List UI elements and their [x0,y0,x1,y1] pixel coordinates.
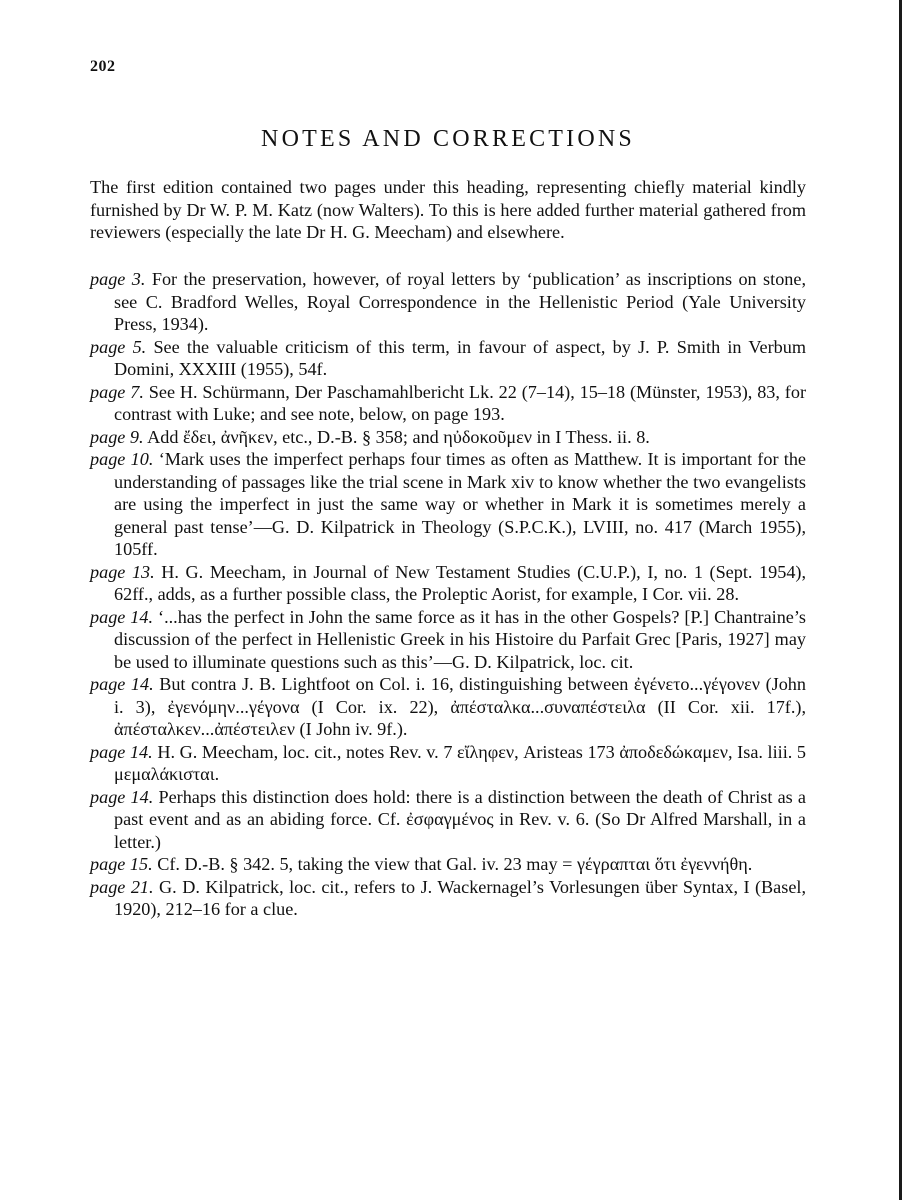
page-edge-rule [899,0,902,1200]
note-page-ref: page 14. [90,741,153,762]
note-page-ref: page 15. [90,854,153,874]
note-page-ref: page 9. [90,426,144,447]
note-text: See H. Schürmann, Der Paschamahlbericht Lk. 22 (7–14), 15–18 (Münster, 1953), 83, for contrast with Luke; and see note, below, on page 193. [114,381,807,424]
note-item [90,268,806,336]
note-item [90,741,806,786]
note-text: H. G. Meecham, loc. cit., notes Rev. v. 7 εἴληφεν, Aristeas 173 ἀποδεδώκαμεν, Isa. liii. 5 μεμαλάκισται. [114,741,807,784]
note-text: Perhaps this distinction does hold: there is a distinction between the death of Christ as a past event and as an abiding force. Cf. ἐσφαγμένος in Rev. v. 6. (So Dr Alfred Marshall, in a letter.) [114,786,806,852]
note-item [90,561,806,606]
note-page-ref: page 14. [90,786,154,807]
notes-list [90,268,806,921]
note-page-ref: page 14. [90,606,154,627]
note-page-ref: page 10. [90,449,154,469]
note-text: See the valuable criticism of this term, in favour of aspect, by J. P. Smith in Verbum Domini, XXXIII (1955), 54f. [114,336,806,379]
note-text: Cf. D.-B. § 342. 5, taking the view that Gal. iv. 23 may = γέγραπται ὅτι ἐγεννήθη. [157,854,753,874]
note-page-ref: page 3. [90,269,146,289]
note-page-ref: page 5. [90,336,147,357]
note-page-ref: page 13. [90,561,155,582]
note-item [90,426,806,449]
note-item [90,853,806,876]
note-page-ref: page 7. [90,381,144,402]
note-text: Add ἔδει, ἀνῆκεν, etc., D.-B. § 358; and ηὐδοκοῦμεν in I Thess. ii. 8. [147,426,650,447]
note-page-ref: page 21. [90,876,154,897]
note-item [90,381,806,426]
note-item [90,606,806,674]
note-text: ‘Mark uses the imperfect perhaps four times as often as Matthew. It is important for the understanding of passages like the trial scene in Mark xiv to know whether the two evangelists are using the imperfect in just the same way or whether in Mark it is sometimes merely a general past tense’—G. D. Kilpatrick in Theology (S.P.C.K.), LVIII, no. 417 (March 1955), 105ff. [114,449,807,559]
note-item [90,673,806,741]
page-title: NOTES AND CORRECTIONS [261,126,635,153]
note-item [90,876,806,921]
intro-paragraph: The first edition contained two pages under this heading, representing chiefly material kindly furnished by Dr W. P. M. Katz (now Walters). To this is here added further material gathered from reviewers (especially the late Dr H. G. Meecham) and elsewhere. [90,177,806,243]
note-text: ‘...has the perfect in John the same force as it has in the other Gospels? [P.] Chantraine’s discussion of the perfect in Hellenistic Greek in his Histoire du Parfait Grec [Paris, 1927] may be used to illuminate questions such as this’—G. D. Kilpatrick, loc. cit. [114,606,806,672]
page-number: 202 [90,58,116,75]
note-item [90,448,806,561]
note-item [90,786,806,854]
note-text: G. D. Kilpatrick, loc. cit., refers to J. Wackernagel’s Vorlesungen über Syntax, I (Basel, 1920), 212–16 for a clue. [114,876,807,919]
note-text: For the preservation, however, of royal letters by ‘publication’ as inscriptions on stone, see C. Bradford Welles, Royal Correspondence in the Hellenistic Period (Yale University Press, 1934). [114,269,806,334]
note-text: H. G. Meecham, in Journal of New Testament Studies (C.U.P.), I, no. 1 (Sept. 1954), 62ff., adds, as a further possible class, the Proleptic Aorist, for example, I Cor. vii. 28. [114,561,807,604]
note-text: But contra J. B. Lightfoot on Col. i. 16, distinguishing between ἐγένετο...γέγονεν (John i. 3), ἐγενόμην...γέγονα (I Cor. ix. 22), ἀπέσταλκα...συναπέστειλα (II Cor. xii. 17f.), ἀπέσταλκεν...ἀπέστειλεν (I John iv. 9f.). [114,674,806,739]
note-item [90,336,806,381]
note-page-ref: page 14. [90,674,154,694]
